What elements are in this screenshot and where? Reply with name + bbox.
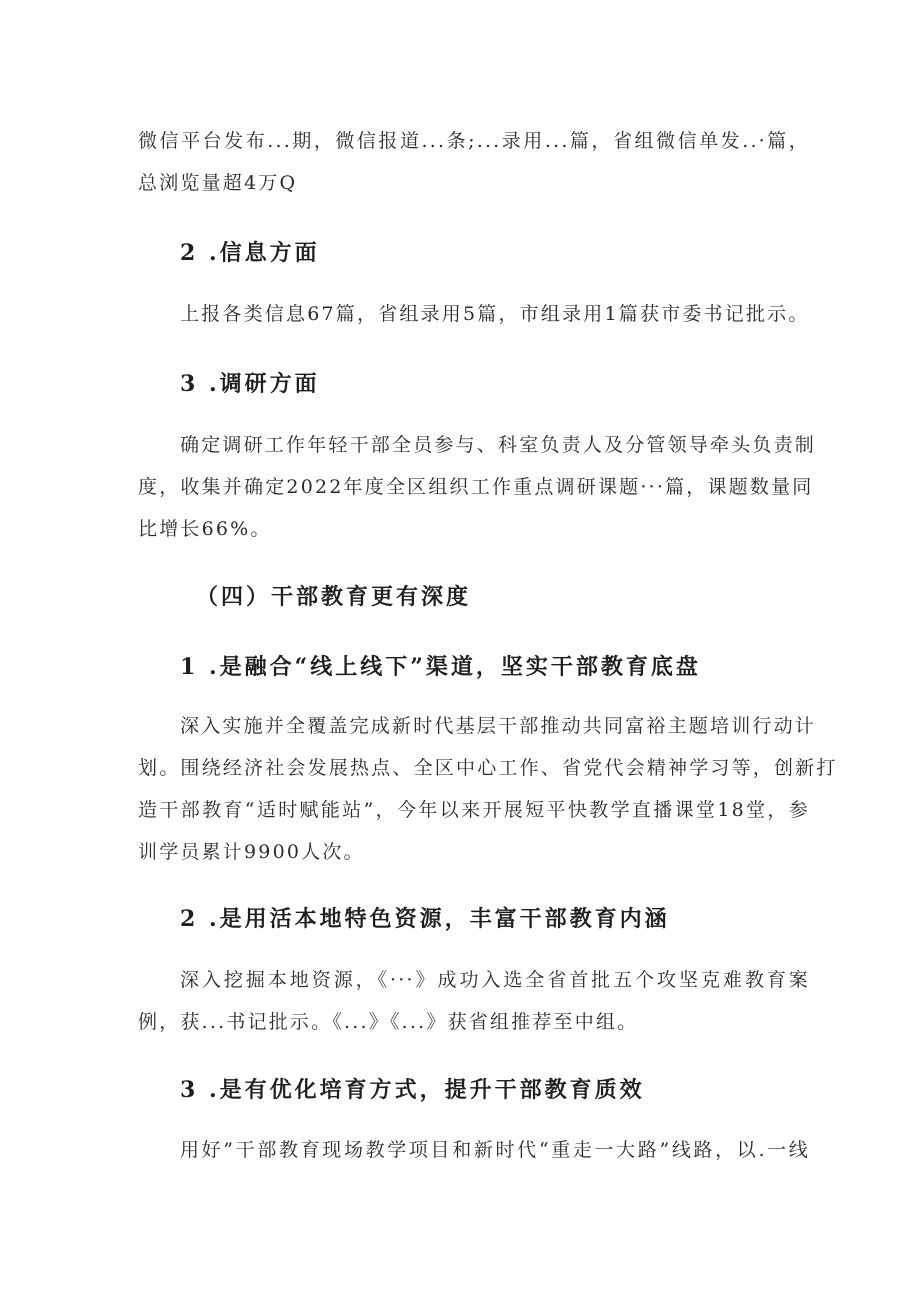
- subsection-heading: 2 .是用活本地特色资源，丰富干部教育内涵: [180, 906, 670, 932]
- paragraph-line: 划。围绕经济社会发展热点、全区中心工作、省党代会精神学习等，创新打: [138, 757, 838, 779]
- paragraph-line: 度，收集并确定2022年度全区组织工作重点调研课题···篇，课题数量同: [138, 476, 814, 498]
- subsection-heading: 1 .是融合“线上线下”渠道，坚实干部教育底盘: [180, 654, 701, 680]
- paragraph-line: 例，获...书记批示。《...》《...》获省组推荐至中组。: [138, 1011, 639, 1033]
- paragraph-line: 确定调研工作年轻干部全员参与、科室负责人及分管领导牵头负责制: [180, 434, 817, 456]
- subsection-heading: 3 .是有优化培育方式，提升干部教育质效: [180, 1077, 645, 1103]
- paragraph-line: 造干部教育“适时赋能站”，今年以来开展短平快教学直播课堂18堂，参: [138, 799, 810, 821]
- paragraph-line: 比增长66%。: [138, 518, 272, 540]
- paragraph-line: 用好”干部教育现场教学项目和新时代“重走一大路”线路，以.一线: [180, 1139, 810, 1161]
- subsection-heading: 2 .信息方面: [180, 240, 320, 266]
- paragraph-line: 深入实施并全覆盖完成新时代基层干部推动共同富裕主题培训行动计: [180, 715, 817, 737]
- paragraph-line: 总浏览量超4万Q: [138, 172, 298, 194]
- paragraph-line: 微信平台发布...期，微信报道...条;...录用...篇，省组微信单发..·篇，: [138, 130, 810, 152]
- paragraph-line: 深入挖掘本地资源，《···》成功入选全省首批五个攻坚克难教育案: [180, 969, 810, 991]
- paragraph-line: 上报各类信息67篇，省组录用5篇，市组录用1篇获市委书记批示。: [180, 303, 810, 325]
- section-heading: （四）干部教育更有深度: [196, 584, 472, 610]
- paragraph-line: 训学员累计9900人次。: [138, 841, 365, 863]
- subsection-heading: 3 .调研方面: [180, 371, 320, 397]
